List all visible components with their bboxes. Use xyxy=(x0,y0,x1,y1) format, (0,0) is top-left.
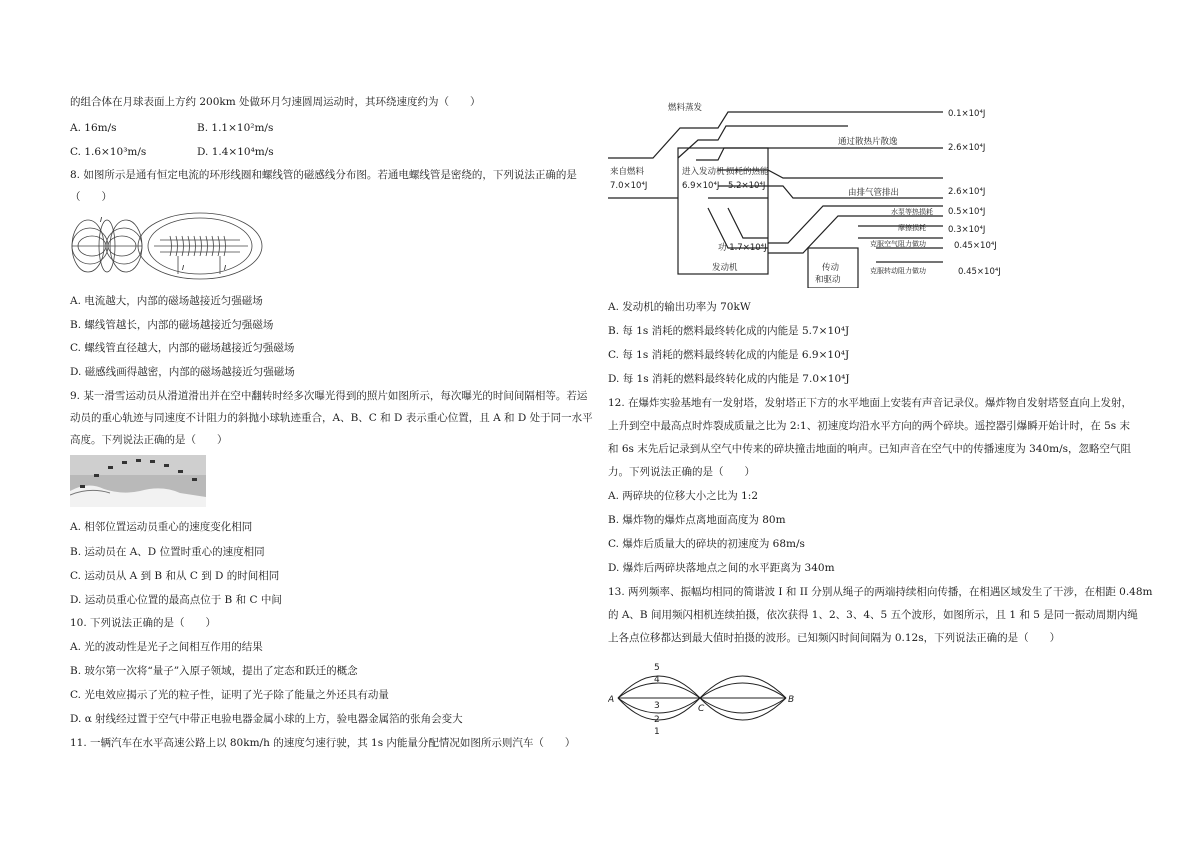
q7-option-c: C. 1.6×10³m/s xyxy=(70,146,147,158)
diagram-drive-box-label1: 传动 xyxy=(822,263,840,273)
diagram-fuel-in-value: 7.0×10⁴J xyxy=(610,181,648,191)
diagram-pump-value: 0.5×10⁴J xyxy=(948,207,986,217)
q13-standing-wave-figure xyxy=(608,656,808,740)
q11-stem: 11. 一辆汽车在水平高速公路上以 80km/h 的速度匀速行驶，其 1s 内能量分配情况如图所示则汽车（ ） xyxy=(70,737,576,749)
q13-wave-5: 5 xyxy=(654,663,660,673)
q13-stem-line2: 的 A、B 间用频闪相机连续拍摄，依次获得 1、2、3、4、5 五个波形，如图所示，且 1 和 5 是同一振动周期内绳 xyxy=(608,609,1138,621)
q9-stem-line1: 9. 某一滑雪运动员从滑道滑出并在空中翻转时经多次曝光得到的照片如图所示，每次曝光的时间间隔相等。若运 xyxy=(70,390,588,402)
q13-wave-3: 3 xyxy=(654,701,660,711)
q11-option-d: D. 每 1s 消耗的燃料最终转化成的内能是 7.0×10⁴J xyxy=(608,373,850,385)
q9-option-b: B. 运动员在 A、D 位置时重心的速度相同 xyxy=(70,546,265,558)
diagram-engine-in-value: 6.9×10⁴J xyxy=(682,181,720,191)
q8-option-b: B. 螺线管越长，内部的磁场越接近匀强磁场 xyxy=(70,319,274,331)
diagram-drive-box-label2: 和驱动 xyxy=(815,275,841,285)
q8-option-c: C. 螺线管直径越大，内部的磁场越接近匀强磁场 xyxy=(70,342,295,354)
q7-stem: 的组合体在月球表面上方约 200km 处做环月匀速圆周运动时，其环绕速度约为（ ） xyxy=(70,96,481,108)
q8-option-d: D. 磁感线画得越密，内部的磁场越接近匀强磁场 xyxy=(70,366,295,378)
q8-magnetic-field-figure xyxy=(70,212,270,280)
q13-wave-1: 1 xyxy=(654,727,660,737)
q10-option-c: C. 光电效应揭示了光的粒子性，证明了光子除了能量之外还具有动量 xyxy=(70,689,389,701)
diagram-fuel-in-label: 来自燃料 xyxy=(610,167,645,177)
q11-option-c: C. 每 1s 消耗的燃料最终转化成的内能是 6.9×10⁴J xyxy=(608,349,850,361)
diagram-rolling-resistance-value: 0.45×10⁴J xyxy=(958,267,1001,277)
q13-wave-2: 2 xyxy=(654,715,660,725)
q12-stem-line2: 上升到空中最高点时炸裂成质量之比为 2:1、初速度均沿水平方向的两个碎块。遥控器引爆瞬开始计时，在 5s 末 xyxy=(608,420,1130,432)
q13-label-c: C xyxy=(698,704,705,714)
q10-stem: 10. 下列说法正确的是（ ） xyxy=(70,617,217,629)
diagram-air-resistance-value: 0.45×10⁴J xyxy=(954,241,997,251)
q13-stem-line3: 上各点位移都达到最大值时拍摄的波形。已知频闪时间间隔为 0.12s，下列说法正确的是（ ） xyxy=(608,632,1061,644)
q8-option-a: A. 电流越大，内部的磁场越接近匀强磁场 xyxy=(70,295,263,307)
q8-stem-line2: （ ） xyxy=(70,191,112,203)
diagram-radiator-value: 2.6×10⁴J xyxy=(948,143,986,153)
q8-stem-line1: 8. 如图所示是通有恒定电流的环形线圈和螺线管的磁感线分布图。若通电螺线管是密绕的，下列说法正确的是 xyxy=(70,169,577,181)
diagram-fuel-evap-value: 0.1×10⁴J xyxy=(948,109,986,119)
diagram-air-resistance-label: 克服空气阻力做功 xyxy=(870,240,926,248)
diagram-engine-box-label: 发动机 xyxy=(712,263,738,273)
q12-stem-line4: 力。下列说法正确的是（ ） xyxy=(608,466,755,478)
q13-label-a: A xyxy=(608,695,615,705)
q13-label-b: B xyxy=(788,695,795,705)
diagram-friction-value: 0.3×10⁴J xyxy=(948,225,986,235)
q12-stem-line3: 和 6s 末先后记录到从空气中传来的碎块撞击地面的响声。已知声音在空气中的传播速度为 340m/s，忽略空气阻 xyxy=(608,443,1132,455)
diagram-work-label: 功 1.7×10⁴J xyxy=(718,243,767,253)
q12-option-d: D. 爆炸后两碎块落地点之间的水平距离为 340m xyxy=(608,562,835,574)
q12-option-b: B. 爆炸物的爆炸点离地面高度为 80m xyxy=(608,514,786,526)
diagram-heat-loss-label: 损耗的热能 xyxy=(726,167,769,177)
q8-solenoid-current-label-right: I xyxy=(224,264,227,272)
diagram-fuel-evap-label: 燃料蒸发 xyxy=(668,103,703,113)
diagram-rolling-resistance-label: 克服转动阻力做功 xyxy=(870,267,926,275)
diagram-friction-label: 摩擦损耗 xyxy=(898,224,926,232)
q9-option-d: D. 运动员重心位置的最高点位于 B 和 C 中间 xyxy=(70,594,282,606)
q12-option-a: A. 两碎块的位移大小之比为 1:2 xyxy=(608,490,758,502)
energy-flow-diagram xyxy=(608,98,1028,288)
diagram-exhaust-label: 由排气管排出 xyxy=(848,188,900,198)
diagram-pump-label: 水泵等热损耗 xyxy=(891,208,933,216)
diagram-radiator-label: 通过散热片散逸 xyxy=(838,137,898,147)
q12-option-c: C. 爆炸后质量大的碎块的初速度为 68m/s xyxy=(608,538,805,550)
q8-coil-current-label: I xyxy=(100,216,103,224)
q13-stem-line1: 13. 两列频率、振幅均相同的简谐波 I 和 II 分别从绳子的两端持续相向传播，在相遇区域发生了干涉，在相距 0.48m xyxy=(608,586,1153,598)
q11-option-a: A. 发动机的输出功率为 70kW xyxy=(608,301,751,313)
q8-solenoid-current-label-left: I xyxy=(182,264,185,272)
q10-option-a: A. 光的波动性是光子之间相互作用的结果 xyxy=(70,641,263,653)
diagram-engine-in-label: 进入发动机 xyxy=(682,167,725,177)
q9-stem-line3: 高度。下列说法正确的是（ ） xyxy=(70,434,228,446)
q9-option-a: A. 相邻位置运动员重心的速度变化相同 xyxy=(70,521,253,533)
q7-option-d: D. 1.4×10⁴m/s xyxy=(197,146,274,158)
q7-option-b: B. 1.1×10²m/s xyxy=(197,122,274,134)
q10-option-d: D. α 射线经过置于空气中带正电验电器金属小球的上方，验电器金属箔的张角会变大 xyxy=(70,713,463,725)
q10-option-b: B. 玻尔第一次将“量子”入原子领域，提出了定态和跃迁的概念 xyxy=(70,665,358,677)
q13-wave-4: 4 xyxy=(654,675,660,685)
diagram-exhaust-value: 2.6×10⁴J xyxy=(948,187,986,197)
q9-option-c: C. 运动员从 A 到 B 和从 C 到 D 的时间相同 xyxy=(70,570,280,582)
q7-option-a: A. 16m/s xyxy=(70,122,117,134)
q12-stem-line1: 12. 在爆炸实验基地有一发射塔，发射塔正下方的水平地面上安装有声音记录仪。爆炸物自发射塔竖直向上发射， xyxy=(608,397,1133,409)
q9-skier-photo xyxy=(70,455,206,507)
q11-option-b: B. 每 1s 消耗的燃料最终转化成的内能是 5.7×10⁴J xyxy=(608,325,850,337)
diagram-heat-loss-value: 5.2×10⁴J xyxy=(728,181,766,191)
q9-stem-line2: 动员的重心轨迹与同速度不计阻力的斜抛小球轨迹重合，A、B、C 和 D 表示重心位置，且 A 和 D 处于同一水平 xyxy=(70,412,593,424)
